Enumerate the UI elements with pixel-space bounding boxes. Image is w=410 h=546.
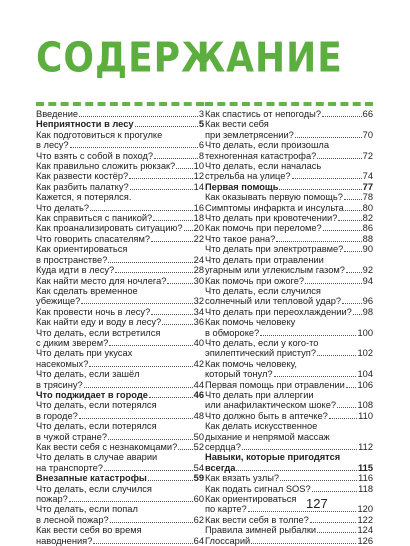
dot-leader	[248, 510, 357, 512]
toc-entry-title: Что делать, если потерялся	[36, 400, 157, 411]
toc-column-right	[205, 102, 373, 546]
toc-entry-title: Что делать, если встретился	[36, 327, 161, 338]
toc-entry-page: 48	[193, 410, 204, 421]
dot-leader	[130, 188, 193, 190]
toc-entry	[36, 276, 204, 286]
toc-entry	[205, 192, 373, 202]
toc-entry	[205, 307, 373, 317]
dot-leader	[81, 302, 192, 304]
toc-entry-title: Как найти еду и воду в лесу?	[36, 317, 162, 328]
toc-entry-page: 94	[362, 275, 373, 286]
dot-leader	[104, 469, 193, 471]
toc-entry-title: Как вести себя с незнакомцами?	[36, 442, 178, 452]
toc-entry	[36, 348, 204, 369]
toc-entry-title: в трясину?	[36, 379, 83, 390]
toc-entry-page: 24	[193, 254, 204, 265]
toc-entry-title: Навыки, которые пригодятся	[205, 452, 341, 463]
toc-entry-title: Как подготовиться к прогулке	[36, 129, 163, 140]
dot-leader	[337, 406, 356, 408]
toc-entry	[205, 119, 373, 140]
toc-entry	[205, 390, 373, 411]
toc-entry-page: 3	[198, 109, 204, 119]
toc-entry-title: Как спастись от непогоды?	[205, 109, 322, 119]
toc-entry-page: 100	[357, 327, 373, 338]
toc-entry-page: 10	[193, 161, 204, 172]
dot-leader	[90, 209, 193, 211]
divider	[36, 102, 204, 106]
toc-entry	[36, 307, 204, 317]
toc-entry-page: 86	[362, 223, 373, 234]
toc-entry	[36, 317, 204, 327]
toc-entry-title: Кажется, я потерялся.	[36, 192, 132, 203]
dot-leader	[151, 240, 193, 242]
toc-entry-title: Как ориентироваться	[36, 244, 128, 255]
toc-entry-title: на транспорте?	[36, 462, 103, 473]
toc-entry-title: Как сделать временное	[36, 285, 138, 296]
toc-entry	[205, 338, 373, 359]
dot-leader	[93, 542, 192, 544]
toc-entry	[36, 286, 204, 307]
toc-entry-page: 59	[193, 473, 204, 484]
toc-entry-title: Как помочь человеку	[205, 317, 296, 328]
toc-entry	[205, 525, 373, 535]
toc-entry	[36, 182, 204, 192]
dot-leader	[344, 198, 362, 200]
toc-entry-page: 50	[193, 431, 204, 442]
toc-entry-title: пожар?	[36, 494, 68, 505]
toc-entry-title: Что делать в случае аварии	[36, 452, 158, 463]
toc-entry-page: 118	[358, 483, 373, 494]
toc-entry-page: 62	[193, 514, 204, 525]
toc-entry-page: 40	[193, 337, 204, 348]
toc-entry-page: 106	[357, 379, 373, 390]
toc-entry-title: Как вести себя	[205, 119, 269, 130]
toc-entry	[205, 223, 373, 233]
toc-entry-title: Что делать при аллергии	[205, 389, 314, 400]
toc-entry-title: Что делать, если произошла	[205, 140, 330, 151]
toc-entry-title: с диким зверем?	[36, 337, 109, 348]
toc-section	[205, 182, 373, 192]
toc-entry-page: 78	[362, 192, 373, 203]
toc-entry-page: 115	[358, 462, 373, 473]
dot-leader	[292, 177, 362, 179]
toc-entry	[205, 286, 373, 307]
dot-leader	[279, 188, 361, 190]
page-number: 127	[306, 496, 328, 511]
toc-list-left	[36, 109, 204, 546]
toc-entry-title: угарным или углекислым газом?	[205, 265, 345, 276]
toc-entry-title: Как оказывать первую помощь?	[205, 192, 343, 203]
toc-entry-page: 30	[193, 275, 204, 286]
dot-leader	[312, 490, 358, 492]
toc-entry-title: Как делать искусственное	[205, 421, 318, 432]
toc-entry	[205, 213, 373, 223]
toc-section	[205, 452, 373, 473]
toc-entry-title: Что делать, если потерялся	[36, 421, 157, 432]
dot-leader	[129, 177, 192, 179]
dot-leader	[79, 417, 193, 419]
toc-entry-title: Что должно быть в аптечке?	[205, 410, 328, 421]
toc-entry-title: Как найти место для ночлега?	[36, 275, 167, 286]
toc-entry-title: Как ориентироваться	[205, 494, 297, 505]
toc-entry-page: 88	[362, 233, 373, 244]
dot-leader	[148, 479, 193, 481]
dot-leader	[108, 261, 192, 263]
toc-entry-title: в лесной пожар?	[36, 514, 109, 525]
dot-leader	[251, 542, 356, 544]
toc-entry	[205, 473, 373, 483]
toc-entry-title: Как справиться с паникой?	[36, 213, 153, 224]
toc-entry-page: 102	[357, 348, 373, 359]
toc-entry-page: 74	[362, 171, 373, 182]
toc-entry-page: 8	[198, 150, 204, 161]
toc-entry	[205, 359, 373, 380]
dot-leader	[236, 469, 357, 471]
toc-entry-title: солнечный или тепловой удар?	[205, 296, 342, 307]
toc-entry	[36, 421, 204, 442]
toc-entry-title: Как помочь при ожоге?	[205, 275, 305, 286]
toc-entry	[205, 536, 373, 546]
toc-entry	[205, 494, 373, 515]
toc-entry	[205, 484, 373, 494]
toc-entry-page: 28	[193, 265, 204, 276]
toc-entry-title: техногенная катастрофа?	[205, 150, 317, 161]
toc-entry-title: Что делать, если у кого-то	[205, 337, 319, 348]
toc-entry-title: Что делать, если случился	[205, 285, 321, 296]
toc-entry-title: Внезапные катастрофы	[36, 473, 147, 484]
dot-leader	[153, 219, 192, 221]
dot-leader	[317, 354, 356, 356]
toc-entry-page: 20	[193, 223, 204, 234]
dot-leader	[108, 438, 193, 440]
toc-entry-title: Как помочь человеку,	[205, 358, 297, 369]
toc-entry-title: при землетрясении?	[205, 129, 294, 140]
toc-entry-title: Что делать, если зашёл	[36, 369, 140, 380]
toc-entry-page: 34	[193, 306, 204, 317]
toc-entry-page: 98	[362, 306, 373, 317]
page-title: СОДЕРЖАНИЕ	[36, 34, 343, 82]
dot-leader	[79, 115, 198, 117]
dot-leader	[329, 417, 357, 419]
dot-leader	[70, 146, 198, 148]
dot-leader	[109, 344, 192, 346]
toc-entry-title: Глоссарий	[205, 535, 251, 546]
toc-entry	[205, 421, 373, 452]
toc-entry-title: Что делать при укусах	[36, 348, 133, 359]
dot-leader	[322, 115, 362, 117]
toc-entry-page: 122	[357, 514, 373, 525]
toc-entry-title: стрельба на улице?	[205, 171, 291, 182]
toc-entry-page: 110	[358, 410, 373, 421]
toc-entry-page: 72	[362, 150, 373, 161]
toc-entry-page: 22	[193, 233, 204, 244]
dot-leader	[274, 375, 357, 377]
toc-entry	[205, 276, 373, 286]
toc-entry	[36, 442, 204, 452]
toc-entry	[36, 400, 204, 421]
toc-entry-page: 32	[193, 296, 204, 307]
toc-entry-page: 52	[193, 442, 204, 452]
toc-entry	[205, 244, 373, 254]
dot-leader	[154, 157, 198, 159]
toc-entry-title: Как вести себя в толпе?	[205, 514, 309, 525]
toc-entry	[36, 223, 204, 233]
toc-entry	[36, 192, 204, 213]
toc-entry-page: 36	[193, 317, 204, 328]
toc-entry-page: 70	[362, 129, 373, 140]
toc-entry-page: 60	[193, 494, 204, 505]
toc-entry-title: Введение	[36, 109, 79, 119]
toc-entry	[36, 213, 204, 223]
toc-entry-page: 5	[198, 119, 204, 130]
toc-entry-title: Что такое рана?	[205, 233, 276, 244]
toc-entry-title: в лесу?	[36, 140, 69, 151]
dot-leader	[184, 229, 193, 231]
dot-leader	[242, 448, 357, 450]
dot-leader	[149, 396, 193, 398]
toc-entry	[205, 515, 373, 525]
toc-entry-page: 12	[193, 171, 204, 182]
dot-leader	[305, 282, 362, 284]
toc-entry-title: Как провести ночь в лесу?	[36, 306, 151, 317]
toc-entry-page: 126	[357, 535, 373, 546]
toc-entry-title: Что делать при переохлаждении?	[205, 306, 352, 317]
toc-entry-title: Первая помощь при отравлении	[205, 379, 345, 390]
toc-entry-title: Что делать при кровотечении?	[205, 213, 338, 224]
toc-entry-page: 6	[198, 140, 204, 151]
toc-entry	[36, 525, 204, 546]
toc-entry	[205, 255, 373, 276]
toc-entry	[36, 244, 204, 265]
toc-entry-title: насекомых?	[36, 358, 89, 369]
dot-leader	[317, 157, 361, 159]
dot-leader	[167, 282, 192, 284]
dot-leader	[280, 479, 357, 481]
toc-section	[36, 473, 204, 483]
toc-entry-title: Как вязать узлы?	[205, 473, 280, 484]
toc-entry-title: Как вести себя во время	[36, 525, 142, 536]
toc-entry	[36, 484, 204, 505]
toc-entry-title: сердца?	[205, 442, 241, 452]
toc-section	[36, 119, 204, 129]
toc-entry-page: 120	[357, 504, 373, 515]
toc-entry-page: 14	[193, 181, 204, 192]
toc-entry-page: 104	[357, 369, 373, 380]
dot-leader	[162, 323, 192, 325]
toc-entry-page: 42	[193, 358, 204, 369]
toc-entry-title: по карте?	[205, 504, 247, 515]
toc-entry-page: 64	[193, 535, 204, 546]
toc-entry	[36, 265, 204, 275]
toc-entry	[205, 161, 373, 182]
toc-entry-title: Как правильно сложить рюкзак?	[36, 161, 176, 172]
dot-leader	[69, 500, 193, 502]
toc-entry-page: 108	[357, 400, 373, 411]
dot-leader	[260, 334, 356, 336]
toc-entry-title: Что взять с собой в поход?	[36, 150, 154, 161]
dot-leader	[176, 167, 192, 169]
toc-section	[36, 390, 204, 400]
toc-entry-title: Что делать, если началась	[205, 161, 322, 172]
dot-leader	[346, 271, 362, 273]
toc-entry-title: Что делать при электротравме?	[205, 244, 344, 255]
toc-entry	[205, 203, 373, 213]
dot-leader	[178, 448, 192, 450]
toc-entry-title: Правила зимней рыбалки	[205, 525, 317, 536]
toc-entry	[205, 380, 373, 390]
toc-entry	[36, 130, 204, 151]
dot-leader	[110, 521, 193, 523]
dot-leader	[89, 365, 192, 367]
toc-entry	[36, 369, 204, 390]
toc-entry-page: 90	[362, 244, 373, 255]
toc-entry-title: наводнения?	[36, 535, 93, 546]
toc-entry-title: Куда идти в лесу?	[36, 265, 115, 276]
toc-entry-title: в обмороке?	[205, 327, 260, 338]
toc-entry-page: 54	[193, 462, 204, 473]
toc-entry	[205, 234, 373, 244]
toc-entry-title: Как развести костёр?	[36, 171, 129, 182]
dot-leader	[295, 136, 362, 138]
toc-entry	[36, 234, 204, 244]
toc-entry-page: 16	[193, 202, 204, 213]
toc-entry	[205, 411, 373, 421]
toc-entry	[36, 328, 204, 349]
toc-entry	[205, 109, 373, 119]
toc-entry-page: 77	[362, 181, 373, 192]
toc-entry-title: Что делать?	[36, 202, 90, 213]
toc-entry-title: Что делать, если попал	[36, 504, 138, 515]
dot-leader	[323, 229, 362, 231]
toc-entry	[36, 452, 204, 473]
toc-entry-page: 124	[357, 525, 373, 536]
dot-leader	[115, 271, 192, 273]
toc-entry-title: Что говорить спасателям?	[36, 233, 151, 244]
divider	[205, 102, 373, 106]
toc-entry	[36, 151, 204, 161]
toc-entry-title: Как разбить палатку?	[36, 181, 129, 192]
toc-entry-page: 82	[362, 213, 373, 224]
toc-entry-page: 112	[358, 442, 373, 452]
toc-entry-title: в городе?	[36, 410, 78, 421]
toc-list-right	[205, 109, 373, 546]
toc-entry-title: Неприятности в лесу	[36, 119, 134, 130]
toc-entry-title: Как проанализировать ситуацию?	[36, 223, 183, 234]
toc-entry-title: Что делать, если случился	[36, 483, 152, 494]
toc-entry	[36, 109, 204, 119]
dot-leader	[84, 386, 193, 388]
toc-entry	[36, 161, 204, 171]
toc-entry	[36, 171, 204, 181]
dot-leader	[135, 125, 198, 127]
toc-column-left	[36, 102, 204, 546]
dot-leader	[353, 313, 362, 315]
toc-entry-page: 66	[362, 109, 373, 119]
toc-entry-title: Как помочь при переломе?	[205, 223, 322, 234]
toc-entry-title: Что делать при отравлении	[205, 254, 324, 265]
toc-entry-title: Первая помощь	[205, 181, 279, 192]
toc-entry-title: Симптомы инфаркта и инсульта	[205, 202, 344, 213]
dot-leader	[317, 531, 356, 533]
toc-entry-title: который тонул?	[205, 369, 273, 380]
toc-entry-title: или анафилактическом шоке?	[205, 400, 337, 411]
dot-leader	[345, 209, 362, 211]
toc-entry-page: 46	[193, 389, 204, 400]
dot-leader	[151, 313, 192, 315]
dot-leader	[310, 521, 357, 523]
toc-entry-title: в чужой стране?	[36, 431, 108, 442]
toc-entry-title: всегда	[205, 462, 236, 473]
toc-entry	[205, 140, 373, 161]
dot-leader	[276, 240, 361, 242]
toc-entry-page: 96	[362, 296, 373, 307]
toc-entry-title: Что поджидает в городе	[36, 389, 148, 400]
dot-leader	[342, 302, 362, 304]
toc-entry-title: Как подать сигнал SOS?	[205, 483, 311, 494]
toc-entry-page: 80	[362, 202, 373, 213]
dot-leader	[338, 219, 361, 221]
toc-entry-page: 92	[362, 265, 373, 276]
toc-entry	[36, 504, 204, 525]
toc-entry	[205, 317, 373, 338]
toc-entry-title: убежище?	[36, 296, 81, 307]
toc-entry-page: 18	[193, 213, 204, 224]
toc-entry-title: дыхание и непрямой массаж	[205, 431, 330, 442]
toc-entry-page: 116	[358, 473, 373, 484]
toc-entry-title: эпилептический приступ?	[205, 348, 317, 359]
dot-leader	[346, 386, 357, 388]
dot-leader	[344, 250, 361, 252]
toc-entry-title: в пространстве?	[36, 254, 108, 265]
toc-entry-page: 44	[193, 379, 204, 390]
